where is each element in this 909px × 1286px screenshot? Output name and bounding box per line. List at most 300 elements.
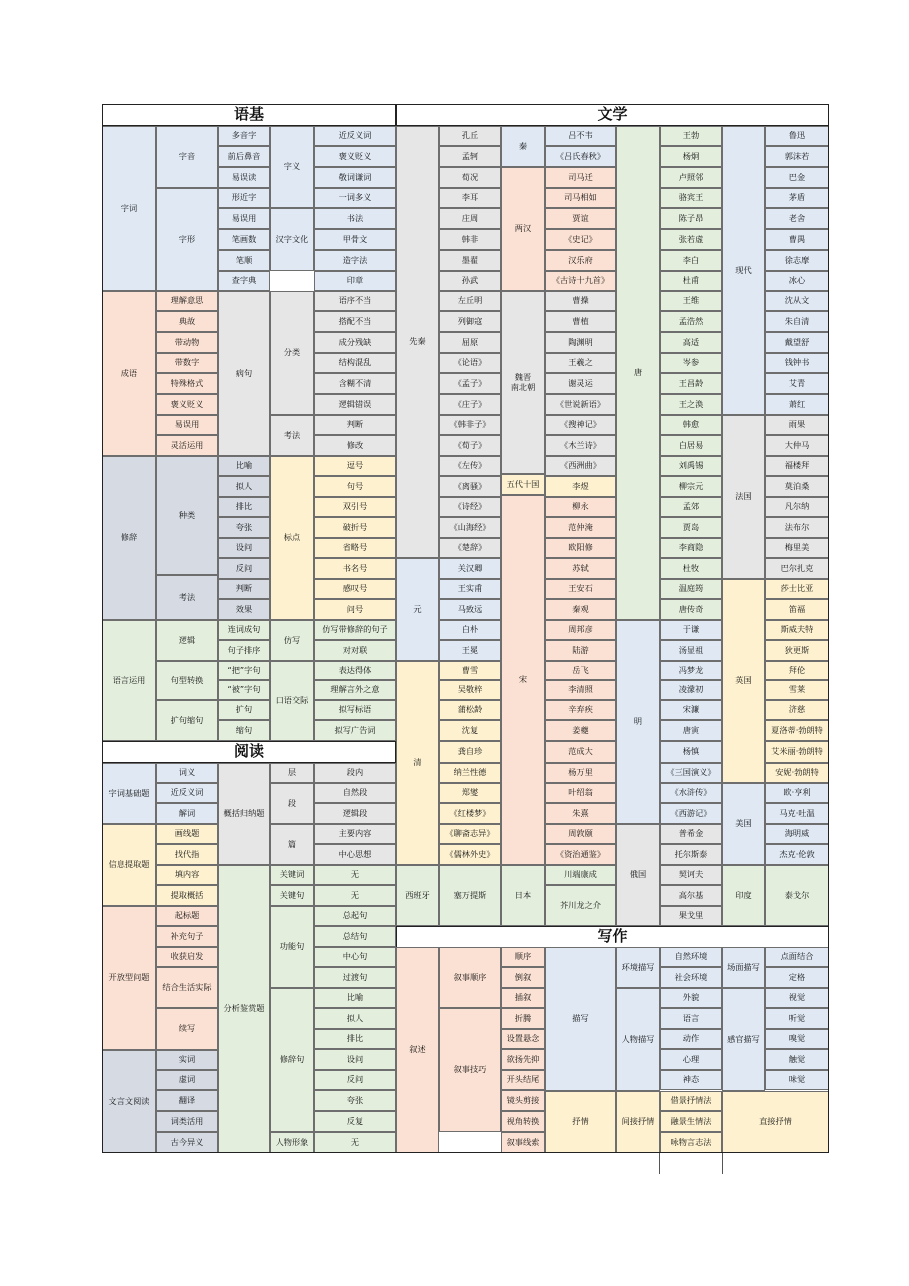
wenxue-cell: 《儒林外史》 — [439, 844, 501, 865]
wenxue-cell: 司马相如 — [545, 188, 616, 208]
yuji-cell: 汉字文化 — [270, 208, 314, 271]
wenxue-cell: 泰戈尔 — [765, 865, 829, 926]
wenxue-cell: 刘禹锡 — [660, 456, 722, 476]
wenxue-cell: 徐志摩 — [765, 250, 829, 271]
wenxue-cell: 孔丘 — [439, 126, 501, 146]
yuji-cell: 逻辑错误 — [314, 394, 396, 415]
wenxue-cell: 司马迁 — [545, 167, 616, 188]
yuji-cell: 褒义贬义 — [156, 394, 218, 415]
yuji-cell: 拟人 — [218, 476, 270, 497]
wenxue-cell: 贾岛 — [660, 517, 722, 538]
yuji-cell: 一词多义 — [314, 188, 396, 208]
yuedu-cell: 自然段 — [314, 783, 396, 803]
wenxue-cell: 姜夔 — [545, 720, 616, 741]
wenxue-cell: 《楚辞》 — [439, 538, 501, 558]
yuji-cell: 考法 — [270, 415, 314, 456]
wenxue-cell: 汤显祖 — [660, 640, 722, 661]
yuji-cell: 句型转换 — [156, 661, 218, 700]
yuji-cell: 字词 — [102, 126, 156, 291]
yuji-cell: 判断 — [314, 415, 396, 435]
yuji-cell: 双引号 — [314, 497, 396, 517]
wenxue-cell: 沈从文 — [765, 291, 829, 311]
wenxue-cell: 王羲之 — [545, 353, 616, 373]
wenxue-cell: 《论语》 — [439, 353, 501, 373]
yuedu-cell: 词义 — [156, 763, 218, 783]
wenxue-cell: 宋 — [501, 495, 545, 865]
yuedu-cell: 层 — [270, 763, 314, 783]
wenxue-cell: 李白 — [660, 250, 722, 271]
yuedu-cell: 概括归纳题 — [218, 763, 270, 865]
wenxue-cell: 李耳 — [439, 188, 501, 208]
yuji-cell: 理解意思 — [156, 291, 218, 311]
wenxue-cell: 于谦 — [660, 620, 722, 640]
wenxue-cell: 蒲松龄 — [439, 700, 501, 720]
yuji-cell: 病句 — [218, 291, 270, 456]
wenxue-cell: 左丘明 — [439, 291, 501, 311]
yuji-cell: 前后鼻音 — [218, 146, 270, 167]
yuedu-cell: 无 — [314, 865, 396, 885]
wenxue-cell: 福楼拜 — [765, 456, 829, 476]
yuedu-cell: 段内 — [314, 763, 396, 783]
wenxue-cell: 曹禺 — [765, 229, 829, 250]
wenxue-cell: 《搜神记》 — [545, 415, 616, 435]
wenxue-cell: 俄国 — [616, 824, 660, 926]
yuji-cell: 表达得体 — [314, 661, 396, 680]
yuji-cell: 逗号 — [314, 456, 396, 476]
wenxue-cell: 周邦彦 — [545, 620, 616, 640]
wenxue-cell: 莫泊桑 — [765, 476, 829, 497]
yuedu-cell: 功能句 — [270, 906, 314, 988]
yuji-cell: 易误用 — [156, 415, 218, 435]
yuedu-cell: 修辞句 — [270, 988, 314, 1132]
wenxue-cell: 清 — [396, 661, 439, 865]
yuedu-cell: 信息提取题 — [102, 824, 156, 906]
yuedu-cell: 词类活用 — [156, 1111, 218, 1132]
yuji-cell: “被”字句 — [218, 680, 270, 700]
xiezuo-cell: 外貌 — [660, 988, 722, 1008]
xiezuo-cell: 借景抒情法 — [660, 1091, 722, 1111]
wenxue-cell: 柳宗元 — [660, 476, 722, 497]
xiezuo-cell: 心理 — [660, 1049, 722, 1070]
yuji-cell: 修改 — [314, 435, 396, 456]
wenxue-cell: 王昌龄 — [660, 373, 722, 394]
wenxue-cell: 冯梦龙 — [660, 661, 722, 680]
wenxue-cell: 夏洛蒂·勃朗特 — [765, 720, 829, 741]
wenxue-cell: 果戈里 — [660, 906, 722, 926]
wenxue-cell: 艾米丽·勃朗特 — [765, 741, 829, 763]
yuji-cell: 标点 — [270, 456, 314, 620]
section-header-wenxue: 文学 — [396, 104, 829, 126]
wenxue-cell: 明 — [616, 620, 660, 824]
wenxue-cell: 戴望舒 — [765, 332, 829, 353]
yuedu-cell: 分析鉴赏题 — [218, 865, 270, 1153]
xiezuo-cell: 叙事技巧 — [439, 1008, 501, 1132]
yuedu-cell: 反复 — [314, 1111, 396, 1132]
wenxue-cell: 吕不韦 — [545, 126, 616, 146]
xiezuo-cell: 自然环境 — [660, 947, 722, 967]
xiezuo-cell: 倒叙 — [501, 967, 545, 988]
yuji-cell: 缩句 — [218, 720, 270, 741]
yuji-cell: 褒义贬义 — [314, 146, 396, 167]
yuji-cell: 夸张 — [218, 517, 270, 538]
wenxue-cell: 《西游记》 — [660, 803, 722, 824]
yuji-cell: 扩句 — [218, 700, 270, 720]
xiezuo-cell: 叙事线索 — [501, 1132, 545, 1153]
yuji-cell: 成分残缺 — [314, 332, 396, 353]
yuji-cell: 拟写广告词 — [314, 720, 396, 741]
yuji-cell: 省略号 — [314, 538, 396, 558]
yuedu-cell: 找代指 — [156, 844, 218, 865]
yuji-cell: 拟写标语 — [314, 700, 396, 720]
wenxue-cell: 陆游 — [545, 640, 616, 661]
yuedu-cell: 设问 — [314, 1049, 396, 1070]
wenxue-cell: 庄周 — [439, 208, 501, 229]
yuji-cell: 造字法 — [314, 250, 396, 271]
wenxue-cell: 王维 — [660, 291, 722, 311]
wenxue-cell: 茅盾 — [765, 188, 829, 208]
section-header-yuji: 语基 — [102, 104, 396, 126]
wenxue-cell: 周敦颐 — [545, 824, 616, 844]
wenxue-cell: 孟浩然 — [660, 311, 722, 332]
yuji-cell: 修辞 — [102, 456, 156, 620]
yuji-cell: 特殊格式 — [156, 373, 218, 394]
wenxue-cell: 柳永 — [545, 497, 616, 517]
yuji-cell: 语序不当 — [314, 291, 396, 311]
wenxue-cell: 凡尔纳 — [765, 497, 829, 517]
wenxue-cell: 普希金 — [660, 824, 722, 844]
wenxue-cell: 曹植 — [545, 311, 616, 332]
wenxue-cell: 现代 — [722, 126, 765, 415]
yuji-cell: 笔画数 — [218, 229, 270, 250]
yuji-cell: 甲骨文 — [314, 229, 396, 250]
yuji-cell: 灵活运用 — [156, 435, 218, 456]
xiezuo-cell: 折腾 — [501, 1008, 545, 1029]
wenxue-cell: 孟郊 — [660, 497, 722, 517]
section-header-xiezuo: 写作 — [396, 926, 829, 948]
xiezuo-cell: 视角转换 — [501, 1111, 545, 1132]
yuji-cell: 书名号 — [314, 558, 396, 579]
wenxue-cell: 狄更斯 — [765, 640, 829, 661]
xiezuo-cell: 镜头剪接 — [501, 1090, 545, 1111]
wenxue-cell: 王勃 — [660, 126, 722, 146]
yuedu-cell: 中心思想 — [314, 844, 396, 865]
wenxue-cell: 卢照邻 — [660, 167, 722, 188]
wenxue-cell: 王实甫 — [439, 579, 501, 599]
yuedu-cell: 实词 — [156, 1050, 218, 1070]
yuji-cell: “把”字句 — [218, 661, 270, 680]
yuji-cell: 易误读 — [218, 167, 270, 188]
trailing-line — [659, 1153, 660, 1174]
wenxue-cell: 苏轼 — [545, 558, 616, 579]
yuji-cell: 判断 — [218, 579, 270, 599]
wenxue-cell: 《古诗十九首》 — [545, 271, 616, 291]
wenxue-cell: 安妮·勃朗特 — [765, 763, 829, 783]
yuedu-cell: 结合生活实际 — [156, 967, 218, 1008]
wenxue-cell: 《孟子》 — [439, 373, 501, 394]
yuji-cell: 搭配不当 — [314, 311, 396, 332]
yuedu-cell: 逻辑段 — [314, 803, 396, 824]
wenxue-cell: 斯威夫特 — [765, 620, 829, 640]
xiezuo-cell: 环境描写 — [616, 947, 660, 988]
yuedu-cell: 关键词 — [270, 865, 314, 885]
wenxue-cell: 骆宾王 — [660, 188, 722, 208]
wenxue-cell: 五代十国 — [501, 474, 545, 495]
yuji-cell: 破折号 — [314, 517, 396, 538]
wenxue-cell: 荀况 — [439, 167, 501, 188]
yuji-cell: 效果 — [218, 599, 270, 620]
yuji-cell: 字义 — [270, 126, 314, 208]
yuedu-cell: 起标题 — [156, 906, 218, 926]
yuji-cell: 逻辑 — [156, 620, 218, 661]
yuji-cell: 仿写带修辞的句子 — [314, 620, 396, 640]
xiezuo-cell: 社会环境 — [660, 967, 722, 988]
wenxue-cell: 《吕氏春秋》 — [545, 146, 616, 167]
yuedu-cell: 过渡句 — [314, 967, 396, 988]
wenxue-cell: 李清照 — [545, 680, 616, 700]
yuedu-cell: 总起句 — [314, 906, 396, 926]
wenxue-cell: 冰心 — [765, 271, 829, 291]
wenxue-cell: 高尔基 — [660, 885, 722, 906]
yuji-cell: 比喻 — [218, 456, 270, 476]
xiezuo-cell: 插叙 — [501, 988, 545, 1008]
wenxue-cell: 岑参 — [660, 353, 722, 373]
wenxue-cell: 《红楼梦》 — [439, 803, 501, 824]
yuji-cell: 仿写 — [270, 620, 314, 661]
wenxue-cell: 梅里美 — [765, 538, 829, 558]
wenxue-cell: 纳兰性德 — [439, 763, 501, 783]
xiezuo-cell: 嗅觉 — [765, 1029, 829, 1049]
wenxue-cell: 屈原 — [439, 332, 501, 353]
yuji-cell: 近反义词 — [314, 126, 396, 146]
wenxue-cell: 先秦 — [396, 126, 439, 558]
yuji-cell: 连词成句 — [218, 620, 270, 640]
wenxue-cell: 美国 — [722, 783, 765, 865]
wenxue-cell: 海明威 — [765, 824, 829, 844]
wenxue-cell: 王冕 — [439, 640, 501, 661]
xiezuo-cell: 触觉 — [765, 1049, 829, 1070]
yuji-cell: 字音 — [156, 126, 218, 188]
wenxue-cell: 西班牙 — [396, 865, 439, 926]
wenxue-cell: 李商隐 — [660, 538, 722, 558]
wenxue-cell: 朱熹 — [545, 803, 616, 824]
yuji-cell: 易误用 — [218, 208, 270, 229]
wenxue-cell: 龚自珍 — [439, 741, 501, 763]
xiezuo-cell: 味觉 — [765, 1070, 829, 1090]
yuji-cell: 感叹号 — [314, 579, 396, 599]
wenxue-cell: 杨慎 — [660, 741, 722, 763]
wenxue-cell: 杰克·伦敦 — [765, 844, 829, 865]
wenxue-cell: 笛福 — [765, 599, 829, 620]
wenxue-cell: 济慈 — [765, 700, 829, 720]
wenxue-cell: 鲁迅 — [765, 126, 829, 146]
xiezuo-cell: 直接抒情 — [722, 1091, 829, 1153]
yuji-cell: 种类 — [156, 456, 218, 575]
yuedu-cell: 夸张 — [314, 1090, 396, 1111]
yuedu-cell: 比喻 — [314, 988, 396, 1008]
wenxue-cell: 韩非 — [439, 229, 501, 250]
xiezuo-cell: 叙述 — [396, 947, 439, 1153]
wenxue-cell: 孟轲 — [439, 146, 501, 167]
yuedu-cell: 近反义词 — [156, 783, 218, 803]
wenxue-cell: 巴尔扎克 — [765, 558, 829, 579]
wenxue-cell: 杜牧 — [660, 558, 722, 579]
wenxue-cell: 马致远 — [439, 599, 501, 620]
xiezuo-cell: 融景生情法 — [660, 1111, 722, 1132]
wenxue-cell: 墨翟 — [439, 250, 501, 271]
yuji-cell: 典故 — [156, 311, 218, 332]
wenxue-cell: 《韩非子》 — [439, 415, 501, 435]
wenxue-cell: 印度 — [722, 865, 765, 926]
wenxue-cell: 杨万里 — [545, 763, 616, 783]
wenxue-cell: 法布尔 — [765, 517, 829, 538]
xiezuo-cell: 神态 — [660, 1070, 722, 1090]
yuedu-cell: 补充句子 — [156, 926, 218, 947]
xiezuo-cell: 欲扬先抑 — [501, 1049, 545, 1070]
yuji-cell: 形近字 — [218, 188, 270, 208]
wenxue-cell: 契诃夫 — [660, 865, 722, 885]
xiezuo-cell: 叙事顺序 — [439, 947, 501, 1008]
wenxue-cell: 芥川龙之介 — [545, 885, 616, 926]
yuedu-cell: 篇 — [270, 824, 314, 865]
wenxue-cell: 《木兰诗》 — [545, 435, 616, 456]
wenxue-cell: 川端康成 — [545, 865, 616, 885]
wenxue-cell: 大仲马 — [765, 435, 829, 456]
wenxue-cell: 高适 — [660, 332, 722, 353]
wenxue-cell: 辛弃疾 — [545, 700, 616, 720]
wenxue-cell: 范成大 — [545, 741, 616, 763]
xiezuo-cell: 场面描写 — [722, 947, 765, 988]
yuedu-cell: 无 — [314, 1132, 396, 1153]
yuedu-cell: 收获启发 — [156, 947, 218, 967]
yuji-cell: 带动物 — [156, 332, 218, 353]
yuji-cell: 敬词谦词 — [314, 167, 396, 188]
yuedu-cell: 关键句 — [270, 885, 314, 906]
wenxue-cell: 《西洲曲》 — [545, 456, 616, 476]
wenxue-cell: 杨炯 — [660, 146, 722, 167]
xiezuo-cell: 语言 — [660, 1008, 722, 1029]
yuedu-cell: 拟人 — [314, 1008, 396, 1029]
wenxue-cell: 萧红 — [765, 394, 829, 415]
wenxue-cell: 《水浒传》 — [660, 783, 722, 803]
xiezuo-cell: 点面结合 — [765, 947, 829, 967]
wenxue-cell: 杜甫 — [660, 271, 722, 291]
wenxue-cell: 雨果 — [765, 415, 829, 435]
wenxue-cell: 岳飞 — [545, 661, 616, 680]
yuedu-cell: 虚词 — [156, 1070, 218, 1090]
wenxue-cell: 白居易 — [660, 435, 722, 456]
yuedu-cell: 排比 — [314, 1029, 396, 1049]
wenxue-cell: 《山海经》 — [439, 517, 501, 538]
yuji-cell: 笔顺 — [218, 250, 270, 271]
wenxue-cell: 欧·亨利 — [765, 783, 829, 803]
wenxue-cell: 王之涣 — [660, 394, 722, 415]
wenxue-cell: 秦观 — [545, 599, 616, 620]
wenxue-cell: 魏晋 南北朝 — [501, 291, 545, 474]
yuji-cell: 查字典 — [218, 271, 270, 291]
xiezuo-cell: 动作 — [660, 1029, 722, 1049]
wenxue-cell: 列御寇 — [439, 311, 501, 332]
yuedu-cell: 填内容 — [156, 865, 218, 885]
wenxue-cell: 沈复 — [439, 720, 501, 741]
wenxue-cell: 朱自清 — [765, 311, 829, 332]
yuji-cell: 结构混乱 — [314, 353, 396, 373]
wenxue-cell: 马克·吐温 — [765, 803, 829, 824]
wenxue-cell: 《诗经》 — [439, 497, 501, 517]
wenxue-cell: 莎士比亚 — [765, 579, 829, 599]
yuji-cell: 设问 — [218, 538, 270, 558]
wenxue-cell: 老舍 — [765, 208, 829, 229]
wenxue-cell: 韩愈 — [660, 415, 722, 435]
yuedu-cell: 反问 — [314, 1070, 396, 1090]
wenxue-cell: 汉乐府 — [545, 250, 616, 271]
trailing-line — [722, 1153, 723, 1174]
wenxue-cell: 《资治通鉴》 — [545, 844, 616, 865]
yuedu-cell: 提取概括 — [156, 885, 218, 906]
xiezuo-cell: 听觉 — [765, 1008, 829, 1029]
yuji-cell: 扩句缩句 — [156, 700, 218, 741]
wenxue-cell: 陶渊明 — [545, 332, 616, 353]
xiezuo-cell: 咏物言志法 — [660, 1132, 722, 1153]
wenxue-cell: 日本 — [501, 865, 545, 926]
yuedu-cell: 开放型问题 — [102, 906, 156, 1050]
xiezuo-cell: 顺序 — [501, 947, 545, 967]
wenxue-cell: 李煜 — [545, 476, 616, 497]
wenxue-cell: 塞万提斯 — [439, 865, 501, 926]
yuedu-cell: 文言文阅读 — [102, 1050, 156, 1153]
wenxue-cell: 郑燮 — [439, 783, 501, 803]
yuji-cell: 理解言外之意 — [314, 680, 396, 700]
yuji-cell: 带数字 — [156, 353, 218, 373]
yuji-cell: 多音字 — [218, 126, 270, 146]
wenxue-cell: 英国 — [722, 579, 765, 783]
wenxue-cell: 元 — [396, 558, 439, 661]
yuedu-cell: 字词基础题 — [102, 763, 156, 824]
wenxue-cell: 孙武 — [439, 271, 501, 291]
yuji-cell: 语言运用 — [102, 620, 156, 741]
wenxue-cell: 凌濛初 — [660, 680, 722, 700]
yuji-cell: 分类 — [270, 291, 314, 415]
yuji-cell: 字形 — [156, 188, 218, 291]
wenxue-cell: 《荀子》 — [439, 435, 501, 456]
xiezuo-cell: 定格 — [765, 967, 829, 988]
xiezuo-cell: 抒情 — [545, 1091, 616, 1153]
wenxue-cell: 巴金 — [765, 167, 829, 188]
wenxue-cell: 温庭筠 — [660, 579, 722, 599]
wenxue-cell: 艾青 — [765, 373, 829, 394]
wenxue-cell: 贾谊 — [545, 208, 616, 229]
yuji-cell: 考法 — [156, 575, 218, 620]
wenxue-cell: 欧阳修 — [545, 538, 616, 558]
wenxue-cell: 两汉 — [501, 167, 545, 291]
yuedu-cell: 段 — [270, 783, 314, 824]
yuji-cell: 成语 — [102, 291, 156, 456]
xiezuo-cell: 间接抒情 — [616, 1091, 660, 1153]
wenxue-cell: 唐 — [616, 126, 660, 620]
xiezuo-cell: 感官描写 — [722, 988, 765, 1091]
yuji-cell: 口语交际 — [270, 661, 314, 741]
wenxue-cell: 曹雪 — [439, 661, 501, 680]
wenxue-cell: 托尔斯泰 — [660, 844, 722, 865]
wenxue-cell: 《离骚》 — [439, 476, 501, 497]
wenxue-cell: 范仲淹 — [545, 517, 616, 538]
yuji-cell: 反问 — [218, 558, 270, 579]
yuedu-cell: 主要内容 — [314, 824, 396, 844]
wenxue-cell: 《世说新语》 — [545, 394, 616, 415]
yuedu-cell: 画线题 — [156, 824, 218, 844]
wenxue-cell: 钱钟书 — [765, 353, 829, 373]
yuedu-cell: 无 — [314, 885, 396, 906]
wenxue-cell: 《史记》 — [545, 229, 616, 250]
